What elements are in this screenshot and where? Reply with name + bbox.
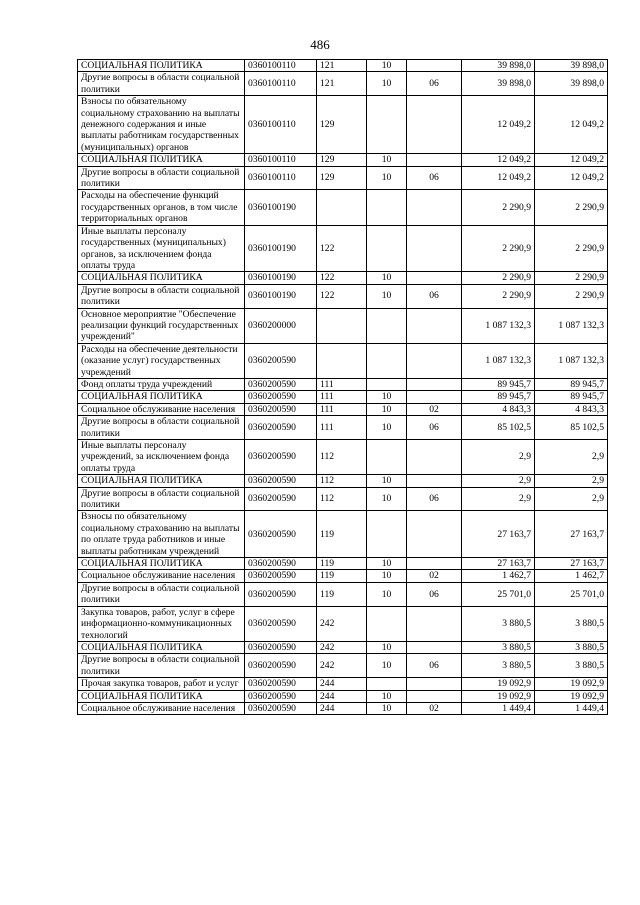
row-target-code: 0360100190 bbox=[245, 284, 317, 308]
row-subsection: 02 bbox=[407, 570, 462, 582]
row-amount-2: 3 880,5 bbox=[535, 641, 608, 653]
row-amount-2: 85 102,5 bbox=[535, 416, 608, 440]
row-section bbox=[367, 343, 407, 378]
row-amount-2: 89 945,7 bbox=[535, 391, 608, 403]
row-amount-1: 2,9 bbox=[462, 475, 535, 487]
row-amount-1: 19 092,9 bbox=[462, 690, 535, 702]
row-amount-2: 2,9 bbox=[535, 487, 608, 511]
row-amount-2: 2 290,9 bbox=[535, 225, 608, 272]
row-expense-type: 244 bbox=[317, 702, 367, 714]
row-expense-type: 111 bbox=[317, 416, 367, 440]
row-amount-2: 1 087 132,3 bbox=[535, 308, 608, 343]
row-section: 10 bbox=[367, 582, 407, 606]
row-target-code: 0360200590 bbox=[245, 511, 317, 558]
row-subsection: 02 bbox=[407, 702, 462, 714]
row-section bbox=[367, 606, 407, 641]
row-expense-type bbox=[317, 343, 367, 378]
row-target-code: 0360200590 bbox=[245, 606, 317, 641]
row-amount-2: 27 163,7 bbox=[535, 511, 608, 558]
row-name: Другие вопросы в области социальной политики bbox=[78, 582, 245, 606]
row-amount-1: 1 087 132,3 bbox=[462, 308, 535, 343]
row-amount-2: 12 049,2 bbox=[535, 166, 608, 190]
row-amount-1: 1 462,7 bbox=[462, 570, 535, 582]
row-target-code: 0360200590 bbox=[245, 678, 317, 690]
row-name: Расходы на обеспечение функций государственных органов, в том числе территориальных органов bbox=[78, 190, 245, 225]
row-section: 10 bbox=[367, 641, 407, 653]
row-amount-2: 89 945,7 bbox=[535, 378, 608, 390]
row-amount-2: 3 880,5 bbox=[535, 606, 608, 641]
row-amount-1: 19 092,9 bbox=[462, 678, 535, 690]
row-expense-type: 112 bbox=[317, 487, 367, 511]
row-amount-1: 12 049,2 bbox=[462, 154, 535, 166]
table-row bbox=[78, 96, 608, 154]
row-amount-1: 12 049,2 bbox=[462, 96, 535, 154]
row-amount-2: 19 092,9 bbox=[535, 690, 608, 702]
row-amount-2: 3 880,5 bbox=[535, 654, 608, 678]
row-amount-2: 1 087 132,3 bbox=[535, 343, 608, 378]
row-amount-1: 2 290,9 bbox=[462, 272, 535, 284]
row-subsection bbox=[407, 190, 462, 225]
table-row bbox=[78, 403, 608, 415]
row-name: Прочая закупка товаров, работ и услуг bbox=[78, 678, 245, 690]
table-row bbox=[78, 606, 608, 641]
row-target-code: 0360100190 bbox=[245, 190, 317, 225]
row-name: Расходы на обеспечение деятельности (оказание услуг) государственных учреждений bbox=[78, 343, 245, 378]
row-name: Другие вопросы в области социальной политики bbox=[78, 284, 245, 308]
table-row bbox=[78, 487, 608, 511]
row-expense-type: 121 bbox=[317, 72, 367, 96]
row-amount-1: 85 102,5 bbox=[462, 416, 535, 440]
row-section: 10 bbox=[367, 166, 407, 190]
row-name: Другие вопросы в области социальной политики bbox=[78, 416, 245, 440]
row-amount-2: 39 898,0 bbox=[535, 60, 608, 72]
row-section: 10 bbox=[367, 475, 407, 487]
row-section bbox=[367, 511, 407, 558]
row-section: 10 bbox=[367, 391, 407, 403]
row-amount-1: 2 290,9 bbox=[462, 225, 535, 272]
row-subsection: 06 bbox=[407, 72, 462, 96]
row-section: 10 bbox=[367, 702, 407, 714]
row-target-code: 0360200590 bbox=[245, 487, 317, 511]
row-target-code: 0360100110 bbox=[245, 60, 317, 72]
row-expense-type: 122 bbox=[317, 272, 367, 284]
row-subsection bbox=[407, 60, 462, 72]
table-row bbox=[78, 166, 608, 190]
row-subsection bbox=[407, 272, 462, 284]
row-section: 10 bbox=[367, 60, 407, 72]
table-row bbox=[78, 60, 608, 72]
row-subsection: 06 bbox=[407, 284, 462, 308]
row-subsection bbox=[407, 678, 462, 690]
row-subsection bbox=[407, 96, 462, 154]
row-name: СОЦИАЛЬНАЯ ПОЛИТИКА bbox=[78, 475, 245, 487]
row-target-code: 0360200590 bbox=[245, 654, 317, 678]
table-row bbox=[78, 72, 608, 96]
row-name: СОЦИАЛЬНАЯ ПОЛИТИКА bbox=[78, 272, 245, 284]
row-section: 10 bbox=[367, 403, 407, 415]
row-section bbox=[367, 225, 407, 272]
row-target-code: 0360200590 bbox=[245, 391, 317, 403]
row-expense-type: 244 bbox=[317, 690, 367, 702]
table-row bbox=[78, 511, 608, 558]
row-amount-1: 2,9 bbox=[462, 440, 535, 475]
row-amount-1: 1 449,4 bbox=[462, 702, 535, 714]
row-expense-type bbox=[317, 190, 367, 225]
row-expense-type: 129 bbox=[317, 154, 367, 166]
row-name: Взносы по обязательному социальному страхованию на выплаты по оплате труда работников и иные выплаты работникам учреждений bbox=[78, 511, 245, 558]
row-name: СОЦИАЛЬНАЯ ПОЛИТИКА bbox=[78, 154, 245, 166]
row-expense-type: 119 bbox=[317, 511, 367, 558]
row-section: 10 bbox=[367, 284, 407, 308]
row-section bbox=[367, 308, 407, 343]
table-row bbox=[78, 678, 608, 690]
row-amount-2: 12 049,2 bbox=[535, 96, 608, 154]
row-subsection: 06 bbox=[407, 166, 462, 190]
table-row bbox=[78, 378, 608, 390]
row-subsection bbox=[407, 511, 462, 558]
table-row bbox=[78, 225, 608, 272]
row-expense-type: 112 bbox=[317, 475, 367, 487]
row-amount-2: 27 163,7 bbox=[535, 558, 608, 570]
row-expense-type: 121 bbox=[317, 60, 367, 72]
row-target-code: 0360200590 bbox=[245, 416, 317, 440]
row-target-code: 0360100190 bbox=[245, 225, 317, 272]
table-row bbox=[78, 440, 608, 475]
table-row bbox=[78, 343, 608, 378]
row-subsection bbox=[407, 641, 462, 653]
row-target-code: 0360200000 bbox=[245, 308, 317, 343]
row-expense-type: 122 bbox=[317, 284, 367, 308]
row-name: Иные выплаты персоналу учреждений, за исключением фонда оплаты труда bbox=[78, 440, 245, 475]
row-subsection: 02 bbox=[407, 403, 462, 415]
row-section: 10 bbox=[367, 570, 407, 582]
row-name: Другие вопросы в области социальной политики bbox=[78, 654, 245, 678]
row-target-code: 0360200590 bbox=[245, 343, 317, 378]
row-amount-2: 25 701,0 bbox=[535, 582, 608, 606]
row-expense-type: 129 bbox=[317, 96, 367, 154]
table-row bbox=[78, 308, 608, 343]
row-amount-1: 39 898,0 bbox=[462, 72, 535, 96]
row-section: 10 bbox=[367, 690, 407, 702]
row-expense-type: 119 bbox=[317, 582, 367, 606]
budget-table-body bbox=[78, 60, 608, 715]
row-target-code: 0360100190 bbox=[245, 272, 317, 284]
row-expense-type: 119 bbox=[317, 558, 367, 570]
row-amount-1: 3 880,5 bbox=[462, 654, 535, 678]
table-row bbox=[78, 702, 608, 714]
row-target-code: 0360200590 bbox=[245, 641, 317, 653]
row-name: Основное мероприятие "Обеспечение реализации функций государственных учреждений" bbox=[78, 308, 245, 343]
row-name: Социальное обслуживание населения bbox=[78, 403, 245, 415]
table-row bbox=[78, 272, 608, 284]
row-target-code: 0360200590 bbox=[245, 440, 317, 475]
row-name: Закупка товаров, работ, услуг в сфере информационно-коммуникационных технологий bbox=[78, 606, 245, 641]
row-subsection bbox=[407, 391, 462, 403]
row-subsection: 06 bbox=[407, 582, 462, 606]
table-row bbox=[78, 558, 608, 570]
row-name: СОЦИАЛЬНАЯ ПОЛИТИКА bbox=[78, 690, 245, 702]
row-expense-type: 111 bbox=[317, 391, 367, 403]
row-amount-1: 2 290,9 bbox=[462, 284, 535, 308]
row-section: 10 bbox=[367, 654, 407, 678]
row-section bbox=[367, 378, 407, 390]
row-amount-2: 2 290,9 bbox=[535, 190, 608, 225]
row-subsection bbox=[407, 606, 462, 641]
table-row bbox=[78, 391, 608, 403]
row-amount-1: 1 087 132,3 bbox=[462, 343, 535, 378]
row-section: 10 bbox=[367, 154, 407, 166]
row-section: 10 bbox=[367, 487, 407, 511]
row-section bbox=[367, 440, 407, 475]
row-expense-type: 111 bbox=[317, 378, 367, 390]
table-row bbox=[78, 582, 608, 606]
row-amount-1: 25 701,0 bbox=[462, 582, 535, 606]
row-amount-2: 2 290,9 bbox=[535, 284, 608, 308]
row-amount-1: 2,9 bbox=[462, 487, 535, 511]
row-name: Другие вопросы в области социальной политики bbox=[78, 487, 245, 511]
row-amount-1: 12 049,2 bbox=[462, 166, 535, 190]
row-amount-1: 3 880,5 bbox=[462, 606, 535, 641]
row-section bbox=[367, 678, 407, 690]
row-name: Социальное обслуживание населения bbox=[78, 570, 245, 582]
table-row bbox=[78, 190, 608, 225]
row-amount-2: 1 449,4 bbox=[535, 702, 608, 714]
row-expense-type: 242 bbox=[317, 606, 367, 641]
row-target-code: 0360100110 bbox=[245, 166, 317, 190]
row-name: Иные выплаты персоналу государственных (муниципальных) органов, за исключением фонда оплаты труда bbox=[78, 225, 245, 272]
row-section bbox=[367, 96, 407, 154]
row-name: СОЦИАЛЬНАЯ ПОЛИТИКА bbox=[78, 60, 245, 72]
row-target-code: 0360200590 bbox=[245, 403, 317, 415]
row-name: Другие вопросы в области социальной политики bbox=[78, 72, 245, 96]
budget-table bbox=[77, 59, 608, 715]
row-expense-type: 242 bbox=[317, 654, 367, 678]
row-amount-2: 12 049,2 bbox=[535, 154, 608, 166]
row-expense-type: 122 bbox=[317, 225, 367, 272]
table-row bbox=[78, 690, 608, 702]
row-target-code: 0360200590 bbox=[245, 690, 317, 702]
row-expense-type: 112 bbox=[317, 440, 367, 475]
row-target-code: 0360200590 bbox=[245, 582, 317, 606]
row-subsection bbox=[407, 225, 462, 272]
row-subsection bbox=[407, 440, 462, 475]
row-section: 10 bbox=[367, 272, 407, 284]
row-target-code: 0360200590 bbox=[245, 475, 317, 487]
row-target-code: 0360200590 bbox=[245, 558, 317, 570]
row-subsection bbox=[407, 308, 462, 343]
row-section: 10 bbox=[367, 558, 407, 570]
row-section: 10 bbox=[367, 416, 407, 440]
row-subsection bbox=[407, 475, 462, 487]
row-amount-2: 4 843,3 bbox=[535, 403, 608, 415]
row-amount-1: 89 945,7 bbox=[462, 378, 535, 390]
row-subsection bbox=[407, 343, 462, 378]
row-target-code: 0360100110 bbox=[245, 72, 317, 96]
row-name: Социальное обслуживание населения bbox=[78, 702, 245, 714]
row-amount-1: 89 945,7 bbox=[462, 391, 535, 403]
table-row bbox=[78, 284, 608, 308]
row-expense-type: 244 bbox=[317, 678, 367, 690]
row-amount-1: 27 163,7 bbox=[462, 558, 535, 570]
row-expense-type: 242 bbox=[317, 641, 367, 653]
row-amount-2: 2 290,9 bbox=[535, 272, 608, 284]
table-row bbox=[78, 154, 608, 166]
row-amount-2: 2,9 bbox=[535, 440, 608, 475]
row-name: Другие вопросы в области социальной политики bbox=[78, 166, 245, 190]
row-subsection bbox=[407, 154, 462, 166]
row-amount-1: 27 163,7 bbox=[462, 511, 535, 558]
row-section: 10 bbox=[367, 72, 407, 96]
row-amount-1: 39 898,0 bbox=[462, 60, 535, 72]
row-subsection: 06 bbox=[407, 416, 462, 440]
row-expense-type bbox=[317, 308, 367, 343]
row-name: Взносы по обязательному социальному страхованию на выплаты денежного содержания и иные выплаты работникам государственных (муниципальных) органов bbox=[78, 96, 245, 154]
row-section bbox=[367, 190, 407, 225]
row-name: СОЦИАЛЬНАЯ ПОЛИТИКА bbox=[78, 558, 245, 570]
row-expense-type: 119 bbox=[317, 570, 367, 582]
row-amount-2: 39 898,0 bbox=[535, 72, 608, 96]
row-subsection: 06 bbox=[407, 487, 462, 511]
row-amount-1: 3 880,5 bbox=[462, 641, 535, 653]
row-subsection: 06 bbox=[407, 654, 462, 678]
row-target-code: 0360200590 bbox=[245, 378, 317, 390]
row-name: СОЦИАЛЬНАЯ ПОЛИТИКА bbox=[78, 641, 245, 653]
row-subsection bbox=[407, 378, 462, 390]
row-target-code: 0360100110 bbox=[245, 96, 317, 154]
row-target-code: 0360100110 bbox=[245, 154, 317, 166]
row-expense-type: 111 bbox=[317, 403, 367, 415]
row-target-code: 0360200590 bbox=[245, 702, 317, 714]
row-name: СОЦИАЛЬНАЯ ПОЛИТИКА bbox=[78, 391, 245, 403]
row-expense-type: 129 bbox=[317, 166, 367, 190]
table-row bbox=[78, 654, 608, 678]
row-amount-2: 1 462,7 bbox=[535, 570, 608, 582]
table-row bbox=[78, 416, 608, 440]
row-subsection bbox=[407, 690, 462, 702]
row-subsection bbox=[407, 558, 462, 570]
row-amount-1: 4 843,3 bbox=[462, 403, 535, 415]
table-row bbox=[78, 475, 608, 487]
row-target-code: 0360200590 bbox=[245, 570, 317, 582]
table-row bbox=[78, 570, 608, 582]
row-amount-2: 19 092,9 bbox=[535, 678, 608, 690]
table-row bbox=[78, 641, 608, 653]
row-amount-2: 2,9 bbox=[535, 475, 608, 487]
row-name: Фонд оплаты труда учреждений bbox=[78, 378, 245, 390]
row-amount-1: 2 290,9 bbox=[462, 190, 535, 225]
page-number: 486 bbox=[310, 37, 330, 52]
